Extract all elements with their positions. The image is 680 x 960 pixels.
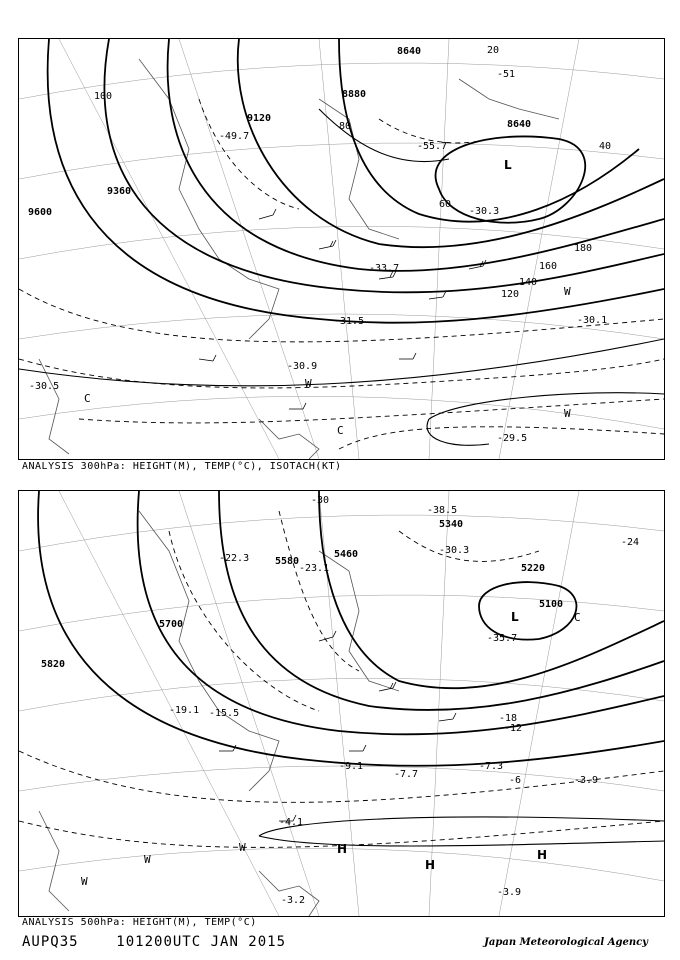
height-label: 9120: [247, 113, 272, 124]
station-value: -22.3: [219, 553, 250, 564]
map-300hpa: [18, 38, 665, 460]
panel-caption-300hpa: ANALYSIS 300hPa: HEIGHT(M), TEMP(°C), ISOTACH(KT): [22, 461, 342, 472]
cold-symbol: C: [84, 392, 91, 405]
height-contours: [48, 39, 664, 323]
temp-contour-label: -30: [311, 495, 330, 506]
height-label: 5820: [41, 659, 66, 670]
wind-barbs: [199, 209, 486, 409]
isotach-label: 120: [501, 289, 520, 300]
temp-label: -30.5: [29, 381, 60, 392]
isotach-label: 100: [94, 91, 113, 102]
isotach-label: 80: [339, 121, 352, 132]
station-value: -38.5: [427, 505, 458, 516]
station-value: -9.1: [339, 761, 364, 772]
temp-contour-label: -12: [504, 723, 523, 734]
temp-label: -49.7: [219, 131, 250, 142]
warm-symbol: W: [564, 285, 571, 298]
cold-symbol: C: [574, 611, 581, 624]
station-value: -23.1: [299, 563, 330, 574]
map-300hpa-svg: [19, 39, 664, 459]
station-value: -19.1: [169, 705, 200, 716]
warm-symbol: W: [305, 377, 312, 390]
station-value: -7.3: [479, 761, 504, 772]
temp-label: -30.9: [287, 361, 318, 372]
station-value: -35.7: [487, 633, 518, 644]
height-contours: [38, 491, 664, 766]
temperature-contours: [19, 511, 664, 847]
height-label: 8880: [342, 89, 367, 100]
warm-symbol: W: [239, 841, 246, 854]
temp-label: -31.5: [334, 316, 365, 327]
isotach-label: 160: [539, 261, 558, 272]
temp-label: -33.7: [369, 263, 400, 274]
height-label: 5100: [539, 599, 564, 610]
chart-footer: [22, 934, 286, 950]
station-value: -15.5: [209, 708, 240, 719]
temp-label: -30.1: [577, 315, 608, 326]
isotach-label: 60: [439, 199, 452, 210]
height-label: 5340: [439, 519, 464, 530]
height-label: 9360: [107, 186, 132, 197]
temp-contour-label: -24: [621, 537, 640, 548]
warm-symbol: W: [81, 875, 88, 888]
temp-label: -30.3: [469, 206, 500, 217]
warm-symbol: W: [144, 853, 151, 866]
temp-label: -51: [497, 69, 516, 80]
low-pressure-symbol: L: [504, 158, 512, 172]
panel-caption-500hpa: ANALYSIS 500hPa: HEIGHT(M), TEMP(°C): [22, 917, 257, 928]
isotach-label: 180: [574, 243, 593, 254]
station-value: -3.9: [574, 775, 599, 786]
temp-contour-label: -6: [509, 775, 522, 786]
temp-label: -29.5: [497, 433, 528, 444]
height-label: 5580: [275, 556, 300, 567]
cold-symbol: C: [337, 424, 344, 437]
height-label: 5220: [521, 563, 546, 574]
station-value: -4.1: [279, 817, 304, 828]
chart-id: AUPQ35: [22, 934, 79, 950]
graticule: [19, 39, 664, 459]
map-500hpa: [18, 490, 665, 917]
station-value: -30.3: [439, 545, 470, 556]
height-label: 9600: [28, 207, 53, 218]
isotach-label: 20: [487, 45, 500, 56]
station-value: -3.2: [281, 895, 306, 906]
temp-contour-label: -18: [499, 713, 518, 724]
isotach-label: 40: [599, 141, 612, 152]
low-pressure-symbol: L: [511, 610, 519, 624]
high-pressure-symbol: H: [337, 842, 348, 856]
station-value: -3.9: [497, 887, 522, 898]
temp-label: -55.7: [417, 141, 448, 152]
height-label: 8640: [397, 46, 422, 57]
isotach-label: 140: [519, 277, 538, 288]
warm-symbol: W: [564, 407, 571, 420]
high-pressure-symbol: H: [425, 858, 436, 872]
agency-name: Japan Meteorological Agency: [484, 937, 648, 948]
height-label: 8640: [507, 119, 532, 130]
station-value: -7.7: [394, 769, 419, 780]
wind-barbs: [219, 631, 456, 821]
temp-solid-contours: [259, 817, 664, 846]
height-label: 5700: [159, 619, 184, 630]
valid-time: 101200UTC JAN 2015: [116, 934, 287, 950]
map-500hpa-svg: [19, 491, 664, 916]
height-label: 5460: [334, 549, 359, 560]
high-pressure-symbol: H: [537, 848, 548, 862]
